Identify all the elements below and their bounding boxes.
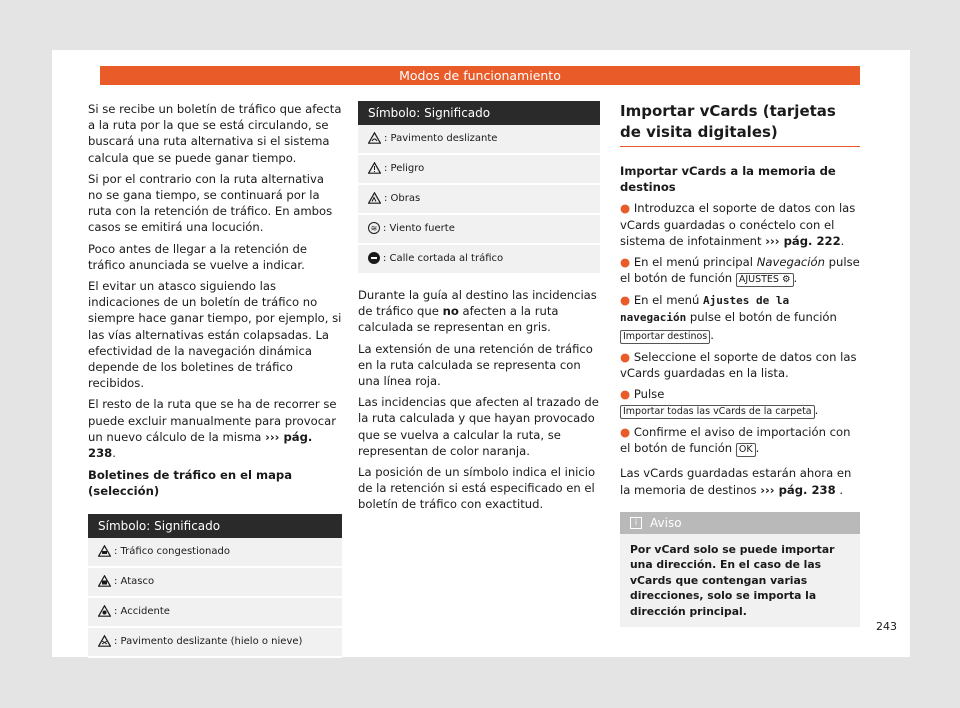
warning-triangle-icon (98, 545, 111, 557)
section-title: Importar vCards (tarjetas de visita digitales) (620, 101, 860, 147)
step-text: En el menú (633, 293, 700, 308)
symbol-meaning: : Calle cortada al tráfico (383, 252, 504, 264)
table-row (358, 154, 600, 184)
step-item (620, 349, 860, 381)
paragraph: El evitar un atasco siguiendo las indicaciones de un boletín de tráfico no siempre hace ganar tiempo, por ejemplo, si las vías alternativas están colapsadas. La efectividad de la navegación dinámica depende de los boletines de tráfico recibidos. (88, 279, 342, 391)
page-reference-link[interactable]: ››› pág. 238 (760, 482, 836, 497)
table-row (88, 627, 342, 657)
page-reference-link[interactable]: ››› pág. 238 (88, 429, 313, 461)
step-text: pulse el botón de función (689, 310, 837, 325)
notice-box (620, 512, 860, 628)
warning-triangle-icon (98, 635, 111, 647)
symbol-meaning: : Pavimento deslizante (hielo o nieve) (114, 635, 303, 647)
function-button-label: Importar todas las vCards de la carpeta (620, 405, 815, 419)
menu-name: Navegación (756, 255, 825, 270)
section-header: Modos de funcionamiento (100, 66, 860, 85)
step-item: ● En el menú principal Navegación pulse el botón de función AJUSTES ⚙ . (620, 255, 860, 286)
table-row (358, 125, 600, 154)
symbol-table (88, 514, 342, 658)
table-row (358, 244, 600, 274)
warning-triangle-icon (98, 575, 111, 587)
symbol-meaning: : Viento fuerte (383, 222, 455, 234)
info-icon: i (630, 517, 642, 529)
table-row (358, 214, 600, 244)
notice-title: Aviso (650, 515, 682, 530)
step-text: Confirme el aviso de importación con el botón de función (620, 425, 851, 456)
subheading: Importar vCards a la memoria de destinos (620, 164, 836, 195)
symbol-meaning: : Pavimento deslizante (384, 132, 498, 144)
paragraph: La posición de un símbolo indica el inicio de la retención si está especificado en el boletín de tráfico con exactitud. (358, 465, 596, 512)
paragraph: La extensión de una retención de tráfico en la ruta calculada se representa con una línea roja. (358, 341, 593, 389)
paragraph-text: afecten a la ruta calculada se representan en gris. (358, 304, 559, 335)
bullet-icon: ● (620, 387, 631, 402)
symbol-meaning: : Peligro (384, 162, 425, 174)
table-row (88, 567, 342, 597)
symbol-meaning: : Tráfico congestionado (114, 545, 230, 557)
paragraph: El resto de la ruta que se ha de recorrer se puede excluir manualmente para provocar un nuevo cálculo de la misma ››› pág. 238. (88, 397, 337, 461)
paragraph-text: Durante la guía al destino las incidencias de tráfico que (358, 288, 597, 319)
page-reference-link[interactable]: ››› pág. 222 (765, 233, 841, 248)
subheading: Boletines de tráfico en el mapa (selección) (88, 468, 293, 499)
emphasis-text: no (442, 304, 459, 319)
column-middle (358, 101, 600, 518)
function-button-label: AJUSTES ⚙ (736, 273, 794, 287)
table-header: Símbolo: Significado (358, 101, 600, 125)
symbol-meaning: : Obras (384, 192, 421, 204)
step-text: Seleccione el soporte de datos con las vCards guardadas en la lista. (620, 349, 857, 380)
column-right (620, 101, 860, 627)
warning-triangle-icon (368, 192, 381, 204)
function-button-label: OK (736, 443, 756, 457)
symbol-table (358, 101, 600, 275)
paragraph: Si se recibe un boletín de tráfico que afecta a la ruta por la que se está circulando, se buscará una ruta alternativa si el sistema calcula que se puede ganar tiempo. (88, 102, 342, 165)
paragraph-text: Las vCards guardadas estarán ahora en la memoria de destinos (620, 466, 852, 497)
bullet-icon: ● (620, 349, 631, 364)
step-text: pulse el botón de función (620, 255, 860, 286)
bullet-icon: ● (620, 255, 631, 270)
paragraph: Las vCards guardadas estarán ahora en la memoria de destinos ››› pág. 238 . (620, 466, 852, 497)
warning-triangle-icon (368, 132, 381, 144)
table-row (358, 184, 600, 214)
paragraph (358, 287, 600, 336)
paragraph: Las incidencias que afecten al trazado de la ruta calculada y que hayan provocado que se vuelva a calcular la ruta, se representan de color naranja. (358, 395, 599, 458)
step-item: ● Introduzca el soporte de datos con las vCards guardadas o conéctelo con el sistema de infotainment ››› pág. 222. (620, 201, 856, 248)
notice-header (620, 512, 860, 534)
paragraph-text: El resto de la ruta que se ha de recorrer se puede excluir manualmente para provocar un nuevo cálculo de la misma (88, 397, 337, 444)
wind-icon: ≋ (368, 222, 380, 234)
symbol-meaning: : Atasco (114, 575, 155, 587)
bullet-icon: ● (620, 425, 631, 440)
step-text: Pulse (633, 387, 665, 402)
symbol-meaning: : Accidente (114, 605, 170, 617)
table-row (88, 538, 342, 567)
step-item: ● Pulse Importar todas las vCards de la carpeta . (620, 387, 819, 418)
paragraph: Si por el contrario con la ruta alternativa no se gana tiempo, se continuará por la ruta con la retención de tráfico. En ambos casos se emitirá una locución. (88, 171, 333, 235)
page-number: 243 (876, 620, 897, 633)
warning-triangle-icon (98, 605, 111, 617)
step-text: En el menú principal (633, 255, 753, 270)
paragraph: Poco antes de llegar a la retención de tráfico anunciada se vuelve a indicar. (88, 241, 308, 272)
table-header: Símbolo: Significado (88, 514, 342, 538)
bullet-icon: ● (620, 201, 631, 216)
column-left (88, 101, 342, 658)
table-row (88, 597, 342, 627)
step-item: ● En el menú Ajustes de la navegación pulse el botón de función Importar destinos . (620, 293, 837, 342)
step-item: ● Confirme el aviso de importación con el botón de función OK . (620, 425, 851, 456)
notice-body: Por vCard solo se puede importar una dirección. En el caso de las vCards que contengan varias direcciones, solo se importa la dirección principal. (630, 542, 835, 618)
function-button-label: Importar destinos (620, 330, 710, 344)
no-entry-icon (368, 252, 380, 264)
warning-triangle-icon (368, 162, 381, 174)
bullet-icon: ● (620, 293, 631, 308)
menu-name: Ajustes de la navegación (620, 294, 790, 325)
step-text: Introduzca el soporte de datos con las vCards guardadas o conéctelo con el sistema de infotainment (620, 201, 856, 248)
